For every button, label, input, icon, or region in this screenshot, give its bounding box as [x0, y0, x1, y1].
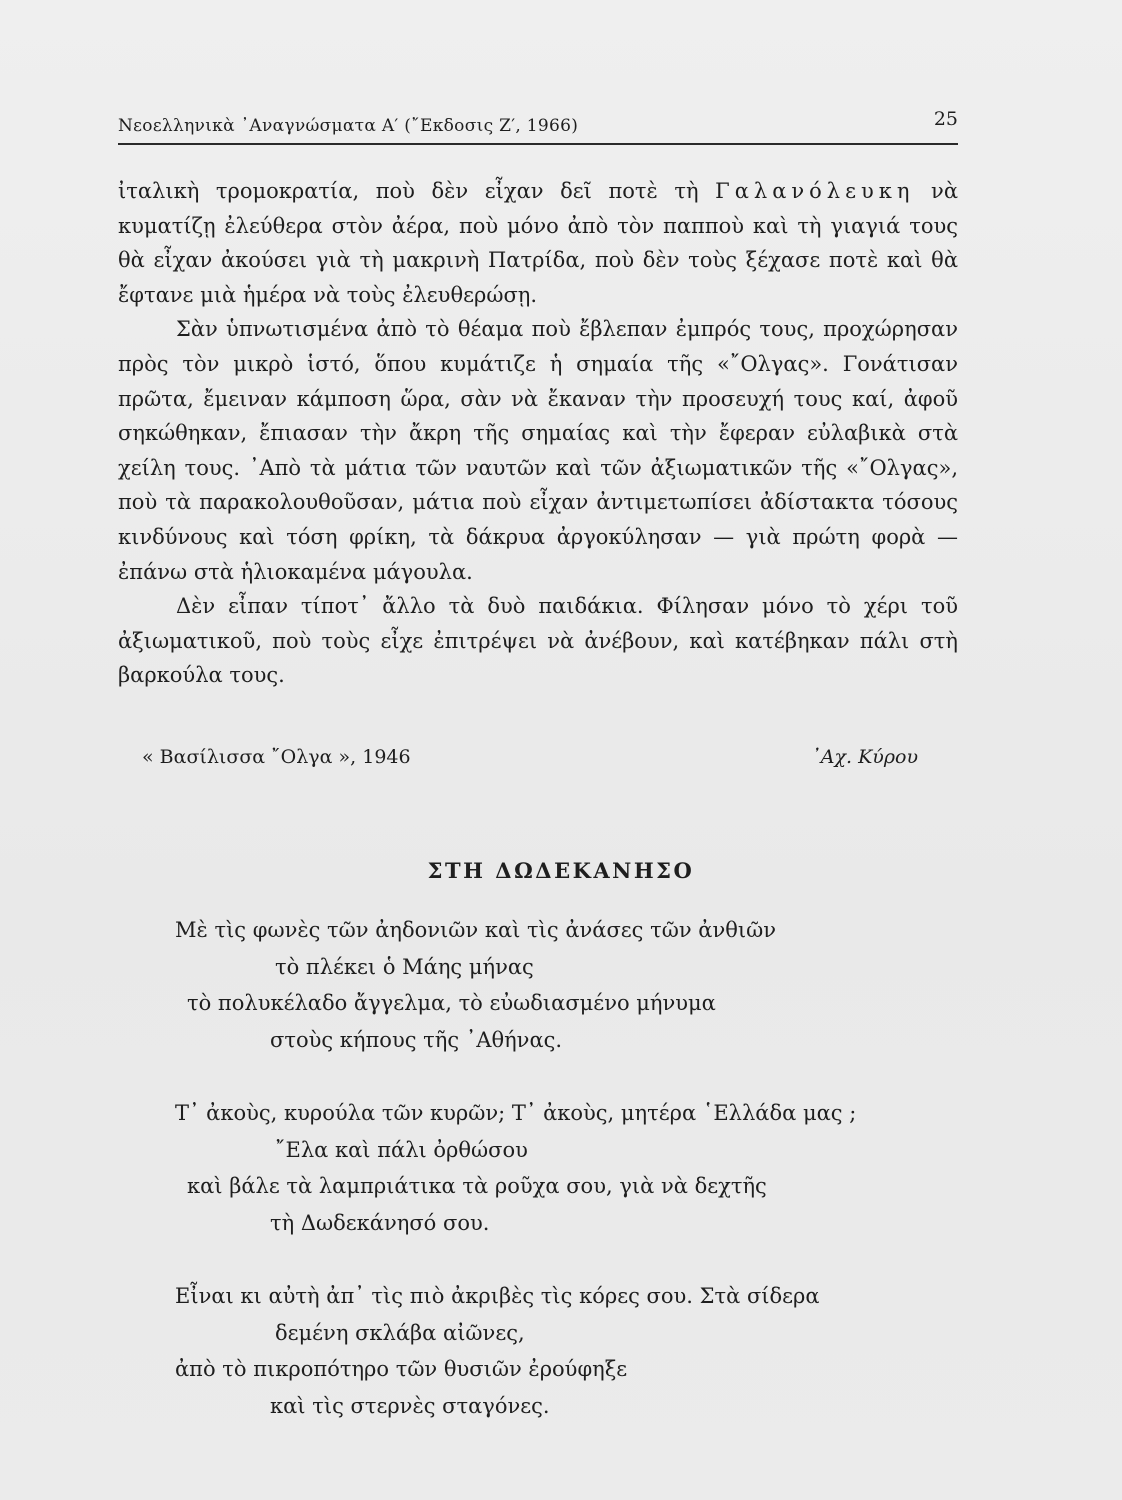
- verse: Μὲ τὶς φωνὲς τῶν ἀηδονιῶν καὶ τὶς ἀνάσες τῶν ἀνθιῶν: [175, 918, 777, 942]
- paragraph-1-end: νὰ κυματίζῃ ἐλεύθερα στὸν ἀέρα, ποὺ μόνο ἀπὸ τὸν παπποὺ καὶ τὴ γιαγιά τους θὰ εἶχαν ἀκούσει γιὰ τὴ μακρινὴ Πατρίδα, ποὺ δὲν τοὺς ξέχασε ποτὲ καὶ θὰ ἔφτανε μιὰ ἡμέρα νὰ τοὺς ἐλευθερώσῃ.: [118, 179, 958, 307]
- running-head: Νεοελληνικὰ ᾿Αναγνώσματα Α′ (῎Εκδοσις Ζ′, 1966): [118, 116, 579, 136]
- poem-title: ΣΤΗ ΔΩΔΕΚΑΝΗΣΟ: [427, 858, 695, 883]
- stanza-3: [175, 1278, 975, 1424]
- header-rule: [118, 143, 958, 145]
- verse: καὶ τὶς στερνὲς σταγόνες.: [270, 1393, 550, 1418]
- page-header: [118, 104, 958, 144]
- source-author: ᾿Αχ. Κύρου: [811, 746, 918, 768]
- page-number: 25: [933, 108, 958, 130]
- prose-text: [118, 174, 958, 693]
- verse: Τ᾿ ἀκοὺς, κυρούλα τῶν κυρῶν; Τ᾿ ἀκοὺς, μητέρα ῾Ελλάδα μας ;: [175, 1101, 857, 1125]
- paragraph-1-start: ἰταλικὴ τρομοκρατία, ποὺ δὲν εἶχαν δεῖ ποτὲ τὴ: [118, 179, 716, 203]
- verse: τὸ πολυκέλαδο ἄγγελμα, τὸ εὐωδιασμένο μήνυμα: [187, 991, 716, 1015]
- verse: ἀπὸ τὸ πικροπότηρο τῶν θυσιῶν ἐρούφηξε: [175, 1357, 628, 1381]
- verse: καὶ βάλε τὰ λαμπριάτικα τὰ ροῦχα σου, γιὰ νὰ δεχτῆς: [187, 1174, 767, 1198]
- source-line: [142, 746, 918, 776]
- verse: τὴ Δωδεκάνησό σου.: [270, 1210, 490, 1235]
- paragraph-1: [118, 174, 958, 312]
- paragraph-2: Σὰν ὑπνωτισμένα ἀπὸ τὸ θέαμα ποὺ ἔβλεπαν ἐμπρός τους, προχώρησαν πρὸς τὸν μικρὸ ἱστό, ὅπου κυμάτιζε ἡ σημαία τῆς «῎Ολγας». Γονάτισαν πρῶτα, ἔμειναν κάμποση ὥρα, σὰν νὰ ἔκαναν τὴν προσευχή τους καί, ἀφοῦ σηκώθηκαν, ἔπιασαν τὴν ἄκρη τῆς σημαίας καὶ τὴν ἔφεραν εὐλαβικὰ στὰ χείλη τους. ᾿Απὸ τὰ μάτια τῶν ναυτῶν καὶ τῶν ἀξιωματικῶν τῆς «῎Ολγας», ποὺ τὰ παρακολουθοῦσαν, μάτια ποὺ εἶχαν ἀντιμετωπίσει ἀδίστακτα τόσους κινδύνους καὶ τόση φρίκη, τὰ δάκρυα ἀργοκύλησαν — γιὰ πρώτη φορὰ — ἐπάνω στὰ ἡλιοκαμένα μάγουλα.: [118, 317, 958, 584]
- verse: τὸ πλέκει ὁ Μάης μήνας: [275, 954, 534, 979]
- verse: στοὺς κήπους τῆς ᾿Αθήνας.: [270, 1027, 563, 1052]
- flag-word: Γαλανόλευκη: [715, 179, 915, 203]
- stanza-1: [175, 912, 975, 1058]
- stanza-2: [175, 1095, 975, 1241]
- verse: δεμένη σκλάβα αἰῶνες,: [275, 1320, 525, 1345]
- source-citation: « Βασίλισσα ῎Ολγα », 1946: [142, 746, 411, 768]
- verse: ῎Ελα καὶ πάλι ὀρθώσου: [275, 1137, 528, 1162]
- paragraph-3: Δὲν εἶπαν τίποτ᾿ ἄλλο τὰ δυὸ παιδάκια. Φίλησαν μόνο τὸ χέρι τοῦ ἀξιωματικοῦ, ποὺ τοὺς εἶχε ἐπιτρέψει νὰ ἀνέβουν, καὶ κατέβηκαν πάλι στὴ βαρκούλα τους.: [118, 594, 958, 688]
- poem: [175, 912, 975, 1461]
- verse: Εἶναι κι αὐτὴ ἀπ᾿ τὶς πιὸ ἀκριβὲς τὶς κόρες σου. Στὰ σίδερα: [175, 1284, 820, 1308]
